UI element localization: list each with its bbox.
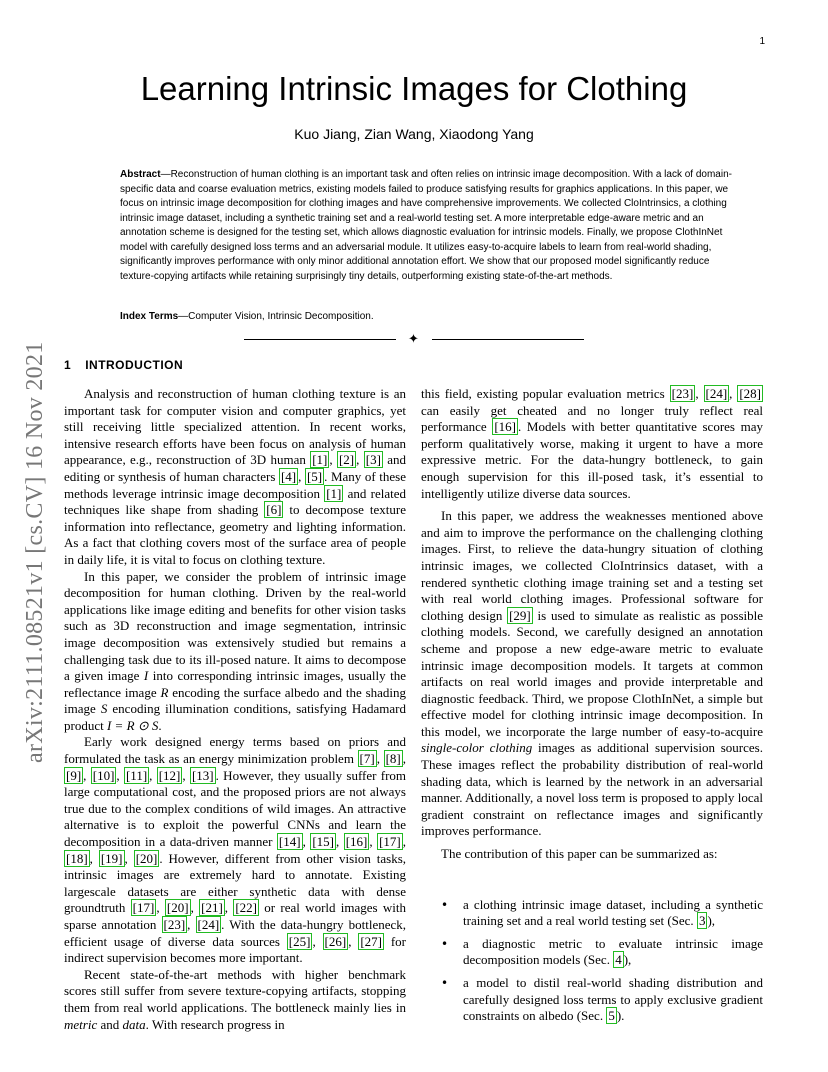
text: , xyxy=(402,751,406,767)
citation-link[interactable]: [24] xyxy=(197,917,220,932)
text: , xyxy=(329,452,337,468)
citation-link[interactable]: [21] xyxy=(201,900,223,916)
citation-link[interactable]: [7] xyxy=(359,751,375,767)
text: , xyxy=(402,834,407,850)
divider-diamond-icon: ✦ xyxy=(408,332,419,347)
emphasis: single-color clothing xyxy=(421,740,533,756)
paragraph: The contribution of this paper can be summarized as: xyxy=(441,846,718,862)
text: this field, existing popular evaluation metrics xyxy=(421,386,670,401)
text: is used to simulate as realistic as possible clothing models. Second, we carefully designed an annotation scheme and propose a new edge-aware metric to evaluate intrinsic image decomposition models. It targets at common artifacts on real world images and provide interpretable and diagnostic feedback. Third, we propose ClothInNet, a simple but effective model for clothing intrinsic image decomposition. In this model, we incorporate the large number of easy-to-acquire xyxy=(421,607,764,739)
citation-link[interactable]: [15] xyxy=(312,834,334,850)
list-item xyxy=(421,897,763,930)
text: into corresponding intrinsic images, usually the reflectance image xyxy=(64,668,406,700)
citation-link[interactable]: [16] xyxy=(345,834,368,850)
text: . Models with better quantitative scores may perform qualitatively worse, making it urgent to have a more expressive metric. For the data-hungry bottleneck, to gain enough supervision for this ill-posed task, it’s essential to intelligently utilize diverse data sources. xyxy=(421,419,763,501)
citation-link[interactable]: [14] xyxy=(278,834,301,850)
list-item xyxy=(421,936,763,969)
text: . With the data-hungry bottleneck, efficient usage of diverse data sources xyxy=(64,917,407,949)
citation-link[interactable]: [27] xyxy=(360,933,382,949)
paragraph xyxy=(64,569,406,735)
text: images as additional supervision sources. These images reflect the probability distribution of real-world shading data, which is learned by the network in an adversarial manner. Additionally, a novel loss term is proposed to apply local gradient constraint on reflectance images and significantly improves performance. xyxy=(421,740,763,839)
text: In this paper, we address the weaknesses mentioned above and aim to improve the performance on the challenging clothing images. First, to relieve the data-hungry situation of clothing intrinsic images, we collected CloIntrinsics dataset, with a rendered synthetic clothing image training set and a testing set with real world clothing images. Professional software for clothing design xyxy=(421,508,763,623)
citation-link[interactable]: [2] xyxy=(338,452,355,468)
citation-link[interactable]: [6] xyxy=(266,502,282,518)
text: . Many of these methods leverage intrinsic image decomposition xyxy=(64,468,406,501)
text: , xyxy=(182,767,190,783)
paper-authors: Kuo Jiang, Zian Wang, Xiaodong Yang xyxy=(294,126,534,142)
text: ), xyxy=(707,913,716,929)
math-variable: I xyxy=(143,668,149,684)
text: Early work designed energy terms based on priors and formulated the task as an energy minimization problem xyxy=(64,734,406,767)
text: , xyxy=(356,452,364,468)
abstract-text: —Reconstruction of human clothing is an important task and often relies on intrinsic image decomposition. With a lack of domain-specific data and coarse evaluation metrics, existing models failed to produce satisfying results for graphics applications. In this paper, we focus on intrinsic image decomposition for clothing images and have comprehensive improvements. We collected CloIntrinsics, a clothing intrinsic image dataset, including a synthetic training set and a real-world testing set. A more interpretable edge-aware metric and an annotation scheme is designed for the testing set, which allows diagnostic evaluation for intrinsic models. Finally, we propose ClothInNet model with carefully designed loss terms and an adversarial module. It utilizes easy-to-acquire labels to learn from real-world shading, significantly improves performance with only minor additional annotation effort. We show that our proposed model significantly reduce texture-copying artifacts while retaining surprisingly tiny details, outperforming existing state-of-the-art methods. xyxy=(120,169,732,282)
citation-link[interactable]: [17] xyxy=(379,834,401,850)
text: a diagnostic metric to evaluate intrinsic image decomposition models (Sec. xyxy=(463,935,763,968)
citation-link[interactable]: [9] xyxy=(66,767,82,783)
section-link[interactable]: 3 xyxy=(698,913,706,929)
text: , xyxy=(729,386,738,401)
abstract-label: Abstract xyxy=(120,169,161,180)
index-terms-text: —Computer Vision, Intrinsic Decomposition. xyxy=(178,311,374,322)
index-terms xyxy=(120,311,736,322)
text: , xyxy=(302,834,311,850)
divider-line-right xyxy=(432,339,584,340)
section-number: 1 xyxy=(64,358,72,372)
section-title: INTRODUCTION xyxy=(85,358,184,372)
citation-link[interactable]: [25] xyxy=(288,933,311,949)
text: to decompose texture information into reflectance, geometry and lighting information. As a fact that clothing covers most of the surface area of people in daily life, it is vital to focus on clothing texture. xyxy=(64,502,406,567)
citation-link[interactable]: [11] xyxy=(125,767,148,783)
emphasis: data xyxy=(122,1016,146,1032)
citation-link[interactable]: [20] xyxy=(135,850,158,866)
math-equation: I = R ⊙ S xyxy=(106,717,159,733)
citation-link[interactable]: [5] xyxy=(306,468,323,484)
page-number: 1 xyxy=(759,36,765,47)
paragraph xyxy=(421,508,763,840)
text: , xyxy=(224,900,234,916)
text: encoding illumination conditions, satisfying Hadamard product xyxy=(64,701,407,733)
text: ), xyxy=(623,952,632,968)
citation-link[interactable]: [20] xyxy=(166,900,189,916)
citation-link[interactable]: [17] xyxy=(132,900,155,916)
paper-title: Learning Intrinsic Images for Clothing xyxy=(140,70,688,107)
contribution-list xyxy=(421,897,763,1025)
section-divider xyxy=(244,332,584,346)
text: , xyxy=(335,834,344,850)
text: , xyxy=(298,468,305,484)
paragraph xyxy=(421,386,763,502)
text: and related techniques like shape from shading xyxy=(64,485,406,518)
text: , xyxy=(116,767,124,783)
citation-link[interactable]: [24] xyxy=(705,386,728,401)
text: or real world images with sparse annotation xyxy=(64,900,407,932)
text: . With research progress in xyxy=(145,1016,285,1032)
text: , xyxy=(89,850,99,866)
citation-link[interactable]: [12] xyxy=(158,767,181,783)
paragraph xyxy=(64,967,406,1033)
index-terms-label: Index Terms xyxy=(120,311,179,322)
math-variable: S xyxy=(100,701,108,717)
left-column xyxy=(64,386,406,1033)
citation-link[interactable]: [10] xyxy=(92,767,115,783)
text: , xyxy=(83,767,91,783)
text: . However, different from other vision tasks, intrinsic images are extremely hard to annotate. Existing largescale datasets are either synthetic data with dense groundtruth xyxy=(64,850,407,916)
paragraph xyxy=(64,386,406,569)
section-link[interactable]: 4 xyxy=(615,952,622,968)
text: ). xyxy=(616,1008,625,1024)
citation-link[interactable]: [18] xyxy=(66,850,88,866)
citation-link[interactable]: [22] xyxy=(235,900,257,916)
divider-line-left xyxy=(244,339,396,340)
text: encoding the surface albedo and the shading image xyxy=(64,684,407,717)
citation-link[interactable]: [26] xyxy=(324,933,347,949)
text: , xyxy=(348,933,359,949)
citation-link[interactable]: [4] xyxy=(280,468,297,484)
citation-link[interactable]: [13] xyxy=(191,767,214,783)
citation-link[interactable]: [3] xyxy=(365,452,381,468)
text: and editing or synthesis of human characters xyxy=(64,452,407,484)
text: , xyxy=(695,386,704,401)
abstract xyxy=(120,168,736,284)
text: , xyxy=(376,751,384,767)
citation-link[interactable]: [16] xyxy=(494,419,516,435)
emphasis: metric xyxy=(64,1016,98,1032)
text: a model to distil real-world shading distribution and carefully designed loss terms to apply exclusive gradient constraints on albedo (Sec. xyxy=(463,975,763,1024)
list-item xyxy=(421,975,763,1025)
section-link[interactable]: 5 xyxy=(608,1008,615,1024)
text: and xyxy=(97,1016,123,1032)
text: can easily get cheated and no longer truly reflect real performance xyxy=(421,402,763,435)
text: . However, they usually suffer from large computational cost, and the proposed priors are not always true due to the complex conditions of wild images. An attractive alternative is to exploit the powerful CNNs and learn the decomposition in a data-driven manner xyxy=(64,767,407,850)
paragraph xyxy=(64,734,406,966)
text: , xyxy=(369,834,378,850)
citation-link[interactable]: [23] xyxy=(671,386,694,401)
citation-link[interactable]: [29] xyxy=(509,607,531,623)
text: , xyxy=(187,917,196,932)
citation-link[interactable]: [28] xyxy=(739,386,762,401)
text: , xyxy=(312,933,323,949)
citation-link[interactable]: [8] xyxy=(385,751,401,767)
arxiv-stamp: arXiv:2111.08521v1 [cs.CV] 16 Nov 2021 xyxy=(22,341,48,763)
text: a clothing intrinsic image dataset, including a synthetic training set and a real world testing set (Sec. xyxy=(463,896,763,929)
math-variable: R xyxy=(160,684,169,700)
text: Recent state-of-the-art methods with higher benchmark scores still suffer from severe texture-copying artifacts, stopping them from real world applications. The bottleneck mainly lies in xyxy=(64,966,406,1015)
citation-link[interactable]: [19] xyxy=(100,850,123,866)
text: Analysis and reconstruction of human clothing texture is an important task for computer vision and computer graphics, yet still receiving little specialized attention. In recent works, intensive research efforts have been focus on analysis of human appearance, e.g., reconstruction of 3D human xyxy=(64,386,406,468)
citation-link[interactable]: [1] xyxy=(326,485,342,501)
text: . xyxy=(158,717,162,733)
text: , xyxy=(149,767,157,783)
text: , xyxy=(124,850,134,866)
citation-link[interactable]: [23] xyxy=(163,917,186,932)
text: , xyxy=(190,900,200,916)
text: for indirect supervision becomes more important. xyxy=(64,933,407,966)
section-heading xyxy=(64,358,183,372)
citation-link[interactable]: [1] xyxy=(312,452,328,468)
text: In this paper, we consider the problem of intrinsic image decomposition for human clothing. Driven by the real-world applications like image editing and benefits for other vision tasks such as 3D reconstruction and image segmentation, intrinsic image decomposition was extensively studied but remains a challenging task due to its ill-posed nature. It aims to decompose a given image xyxy=(64,568,406,684)
text: , xyxy=(156,900,165,916)
right-column xyxy=(421,386,763,1031)
